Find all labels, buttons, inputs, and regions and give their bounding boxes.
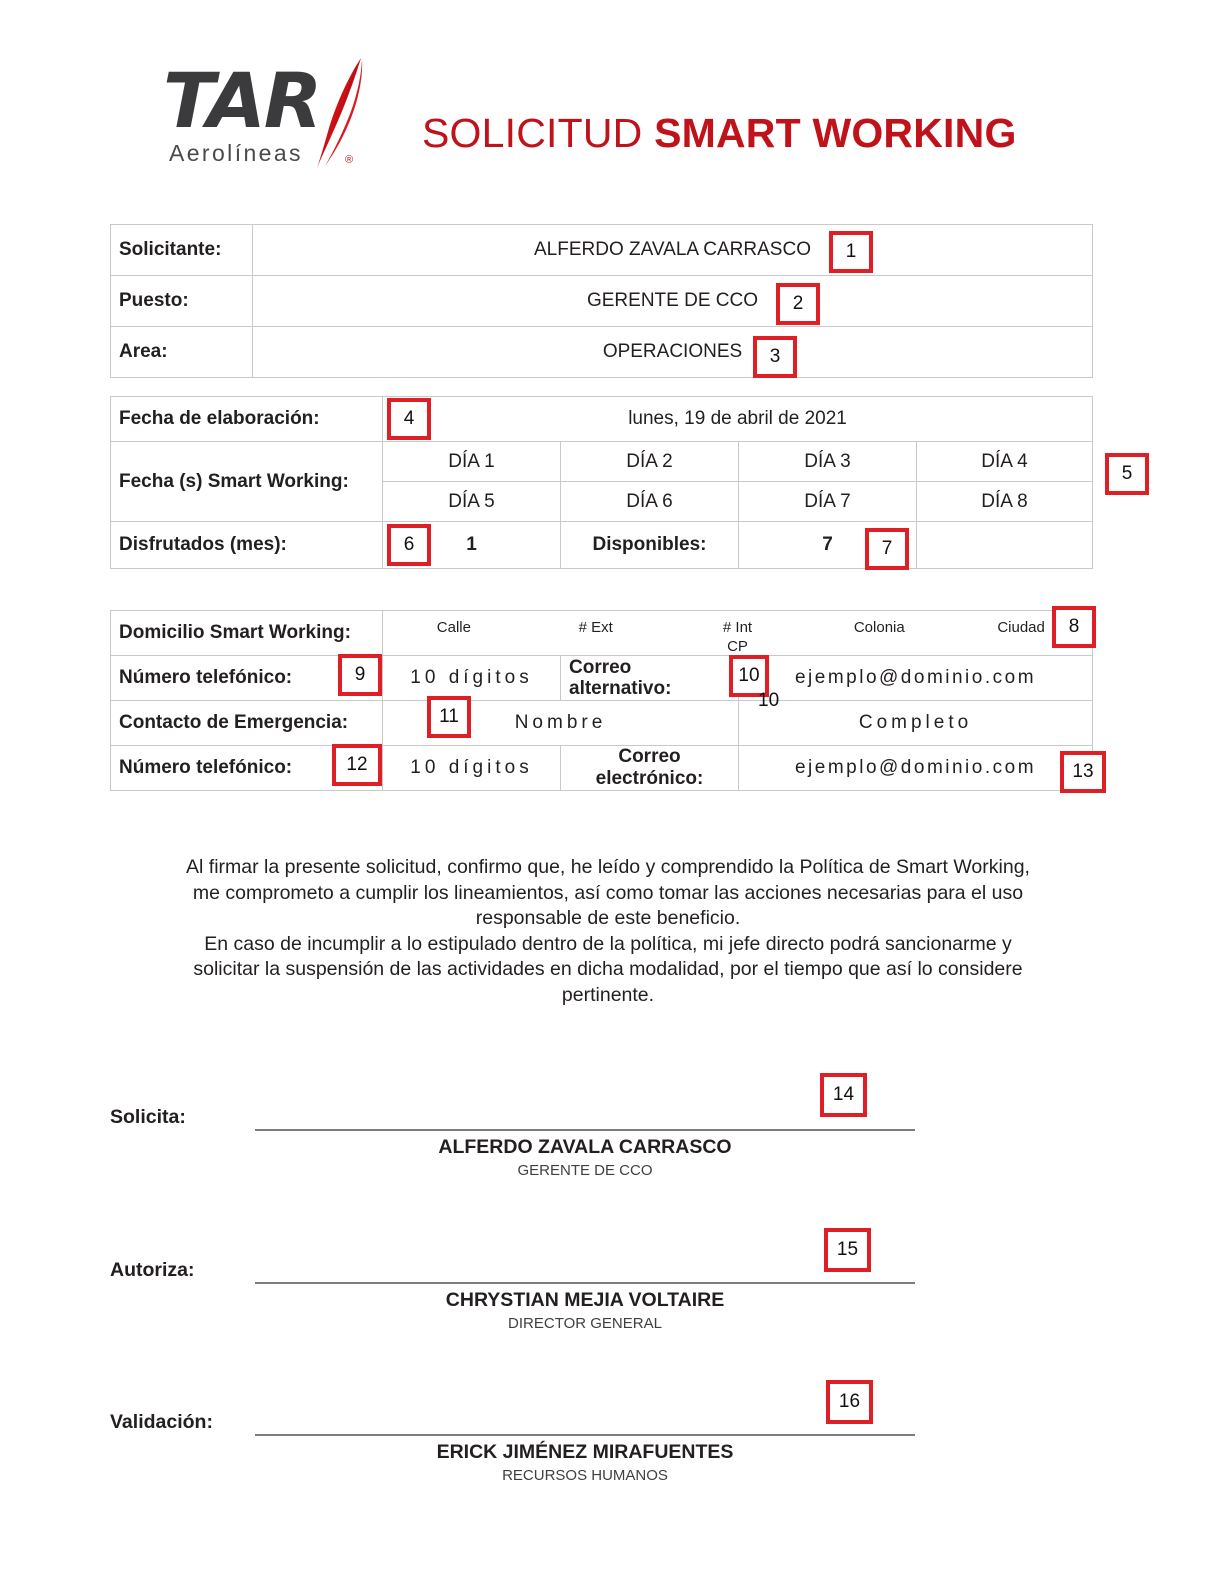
area-label: Area: [111,327,253,378]
disfrutados-value[interactable]: 1 [383,522,561,569]
consent-line-5: solicitar la suspensión de las actividades en dicha modalidad, por el tiempo que así lo considere [193,958,1023,980]
correo-alternativo-label: Correo alternativo: [561,656,739,701]
solicitante-label: Solicitante: [111,225,253,276]
telefono-value-2[interactable]: 10 dígitos [383,746,561,791]
validacion-role: RECURSOS HUMANOS [502,1467,668,1484]
annotation-marker-16: 16 [826,1380,873,1424]
consent-line-4: En caso de incumplir a lo estipulado dentro de la política, mi jefe directo podrá sancionarme y [204,932,1012,955]
dia-6-cell[interactable]: DÍA 6 [561,482,739,522]
disponibles-value[interactable]: 7 [739,522,917,569]
tar-aerolineas-logo [163,56,373,172]
contacto-emergencia-label: Contacto de Emergencia: [111,701,383,746]
solicitante-value[interactable]: ALFERDO ZAVALA CARRASCO [253,225,1093,276]
disfrutados-empty-cell [917,522,1093,569]
feather-quill-icon [311,56,365,176]
annotation-marker-5: 5 [1105,453,1149,495]
table-row [111,442,1093,482]
calle-header[interactable]: Calle [436,618,471,636]
annotation-marker-10: 10 [729,655,769,697]
cp-header: CP [727,637,748,655]
solicita-signature-line[interactable] [255,1129,915,1131]
dia-2-cell[interactable]: DÍA 2 [561,442,739,482]
contacto-emergencia-apellido[interactable]: Completo [739,701,1093,746]
dia-5-cell[interactable]: DÍA 5 [383,482,561,522]
consent-line-3: responsable de este beneficio. [475,907,741,929]
annotation-marker-11: 11 [427,696,471,738]
contact-table [110,610,1093,791]
stray-ten-label: 10 [758,690,780,711]
num-ext-header[interactable]: # Ext [578,618,613,636]
telefono-label-2: Número telefónico: [111,746,383,791]
table-row [111,611,1093,656]
consent-line-6: pertinente. [561,983,655,1006]
solicita-name: ALFERDO ZAVALA CARRASCO [438,1136,732,1158]
logo-subtitle: Aerolíneas [169,140,303,166]
ciudad-header[interactable]: Ciudad [997,618,1045,636]
correo-electronico-value[interactable]: ejemplo@dominio.com [739,746,1093,791]
dia-4-cell[interactable]: DÍA 4 [917,442,1093,482]
fecha-elaboracion-value[interactable]: lunes, 19 de abril de 2021 [383,397,1093,442]
page-title-regular: SOLICITUD [422,110,655,156]
page-title [422,110,1017,157]
puesto-value[interactable]: GERENTE DE CCO [253,276,1093,327]
consent-paragraph [118,855,1098,1008]
correo-electronico-label: Correo electrónico: [561,746,739,791]
table-row [111,746,1093,791]
applicant-info-table [110,224,1093,378]
dia-1-cell[interactable]: DÍA 1 [383,442,561,482]
annotation-marker-9: 9 [338,654,382,696]
num-int-header[interactable]: # Int CP [667,616,809,655]
logo-wordmark: TAR [163,56,321,145]
annotation-marker-4: 4 [387,398,431,440]
annotation-marker-2: 2 [776,283,820,325]
autoriza-label: Autoriza: [110,1259,195,1281]
table-row [111,701,1093,746]
dia-3-cell[interactable]: DÍA 3 [739,442,917,482]
registered-mark: ® [345,154,354,166]
annotation-marker-6: 6 [387,524,431,566]
annotation-marker-3: 3 [753,336,797,378]
validacion-signature-line[interactable] [255,1434,915,1436]
fechas-smart-working-label: Fecha (s) Smart Working: [111,442,383,522]
annotation-marker-12: 12 [332,744,382,786]
table-row [111,327,1093,378]
annotation-marker-14: 14 [820,1073,867,1117]
dia-7-cell[interactable]: DÍA 7 [739,482,917,522]
telefono-value-1[interactable]: 10 dígitos [383,656,561,701]
annotation-marker-1: 1 [829,231,873,273]
area-value[interactable]: OPERACIONES [253,327,1093,378]
contacto-emergencia-nombre[interactable]: Nombre [383,701,739,746]
annotation-marker-13: 13 [1060,751,1106,793]
disponibles-label: Disponibles: [561,522,739,569]
domicilio-label: Domicilio Smart Working: [111,611,383,656]
annotation-marker-15: 15 [824,1228,871,1272]
puesto-label: Puesto: [111,276,253,327]
consent-line-2: me comprometo a cumplir los lineamientos, así como tomar las acciones necesarias para el uso [192,881,1024,904]
table-row [111,656,1093,701]
correo-alternativo-value[interactable]: ejemplo@dominio.com [739,656,1093,701]
autoriza-signature-line[interactable] [255,1282,915,1284]
table-row [111,276,1093,327]
table-row [111,225,1093,276]
autoriza-role: DIRECTOR GENERAL [508,1315,662,1332]
solicita-label: Solicita: [110,1106,186,1128]
consent-line-1: Al firmar la presente solicitud, confirmo que, he leído y comprendido la Política de Smart Working, [186,856,1030,878]
fecha-elaboracion-label: Fecha de elaboración: [111,397,383,442]
validacion-label: Validación: [110,1411,213,1433]
autoriza-name: CHRYSTIAN MEJIA VOLTAIRE [445,1289,725,1311]
colonia-header[interactable]: Colonia [853,618,905,636]
table-row [111,522,1093,569]
validacion-name: ERICK JIMÉNEZ MIRAFUENTES [436,1441,734,1463]
annotation-marker-7: 7 [865,528,909,570]
annotation-marker-8: 8 [1052,606,1096,648]
domicilio-fields[interactable] [383,611,1093,656]
solicita-role: GERENTE DE CCO [517,1162,653,1179]
table-row [111,397,1093,442]
telefono-label-1: Número telefónico: [111,656,383,701]
page-title-bold: SMART WORKING [654,110,1017,156]
document-header [0,0,1216,200]
dia-8-cell[interactable]: DÍA 8 [917,482,1093,522]
disfrutados-label: Disfrutados (mes): [111,522,383,569]
dates-table [110,396,1093,569]
